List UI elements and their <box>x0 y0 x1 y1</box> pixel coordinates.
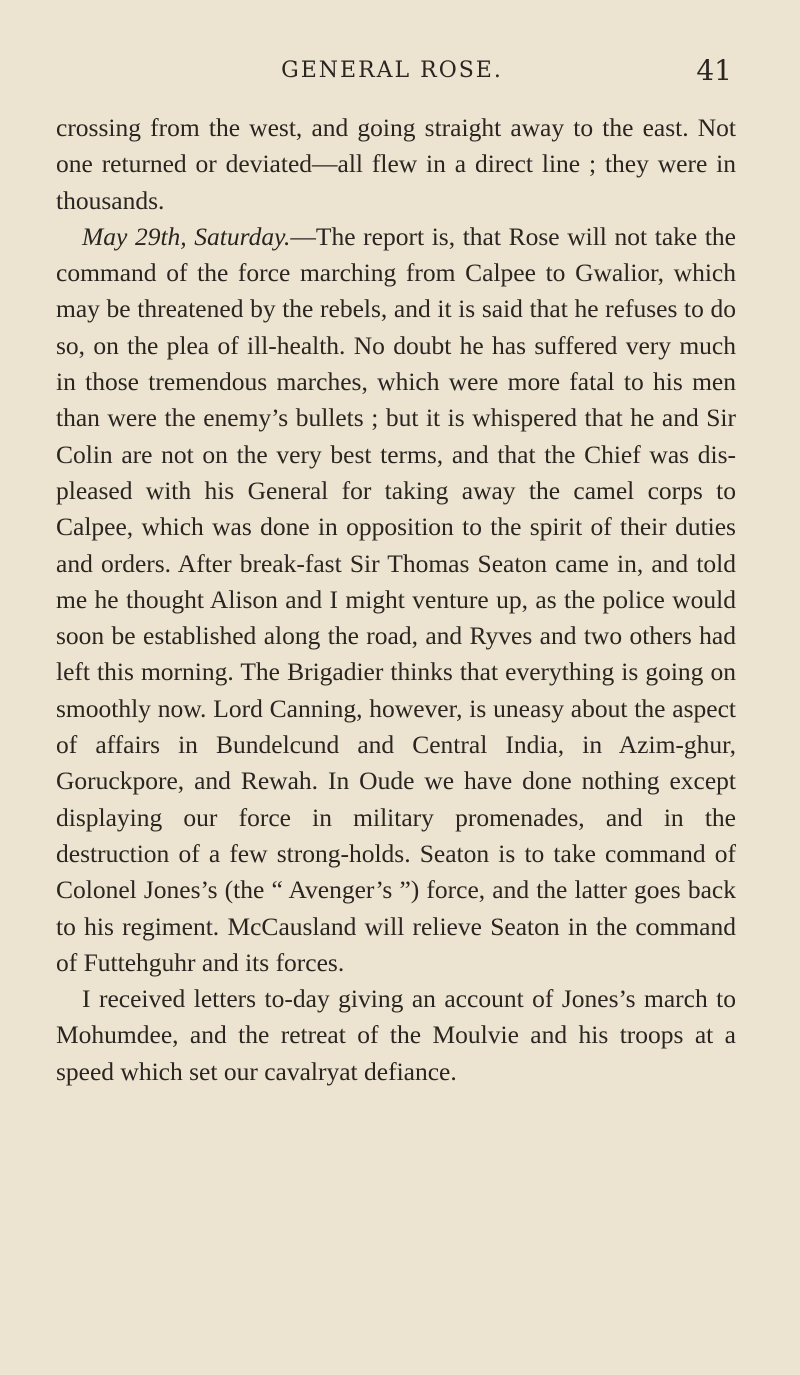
page-number: 41 <box>696 54 732 87</box>
paragraph-3: I received letters to-day giving an account of Jones’s march to Mohumdee, and the retreat of the Moulvie and his troops at a speed which set our cavalryat defiance. <box>56 984 736 1086</box>
running-head <box>52 54 732 88</box>
running-title: GENERAL ROSE. <box>281 58 503 83</box>
paragraph-1: crossing from the west, and going straight away to the east. Not one returned or deviated—all flew in a direct line ; they were in thousands. <box>56 113 736 215</box>
body-text <box>56 110 736 1090</box>
paragraph-2-text: —The report is, that Rose will not take the command of the force marching from Calpee to Gwalior, which may be threatened by the rebels, and it is said that he refuses to do so, on the plea of ill-health. No doubt he has suffered very much in those tremendous marches, which were more fatal to his men than were the enemy’s bullets ; but it is whispered that he and Sir Colin are not on the very best terms, and that the Chief was dis-pleased with his General for taking away the camel corps to Calpee, which was done in opposition to the spirit of their duties and orders. After break-fast Sir Thomas Seaton came in, and told me he thought Alison and I might venture up, as the police would soon be established along the road, and Ryves and two others had left this morning. The Brigadier thinks that everything is going on smoothly now. Lord Canning, however, is uneasy about the aspect of affairs in Bundelcund and Central India, in Azim-ghur, Goruckpore, and Rewah. In Oude we have done nothing except displaying our force in military promenades, and in the destruction of a few strong-holds. Seaton is to take command of Colonel Jones’s (the “ Avenger’s ”) force, and the latter goes back to his regiment. McCausland will relieve Seaton in the command of Futtehguhr and its forces. <box>56 221 736 977</box>
diary-date: May 29th, Saturday. <box>82 221 291 251</box>
paragraph-2 <box>56 219 736 981</box>
